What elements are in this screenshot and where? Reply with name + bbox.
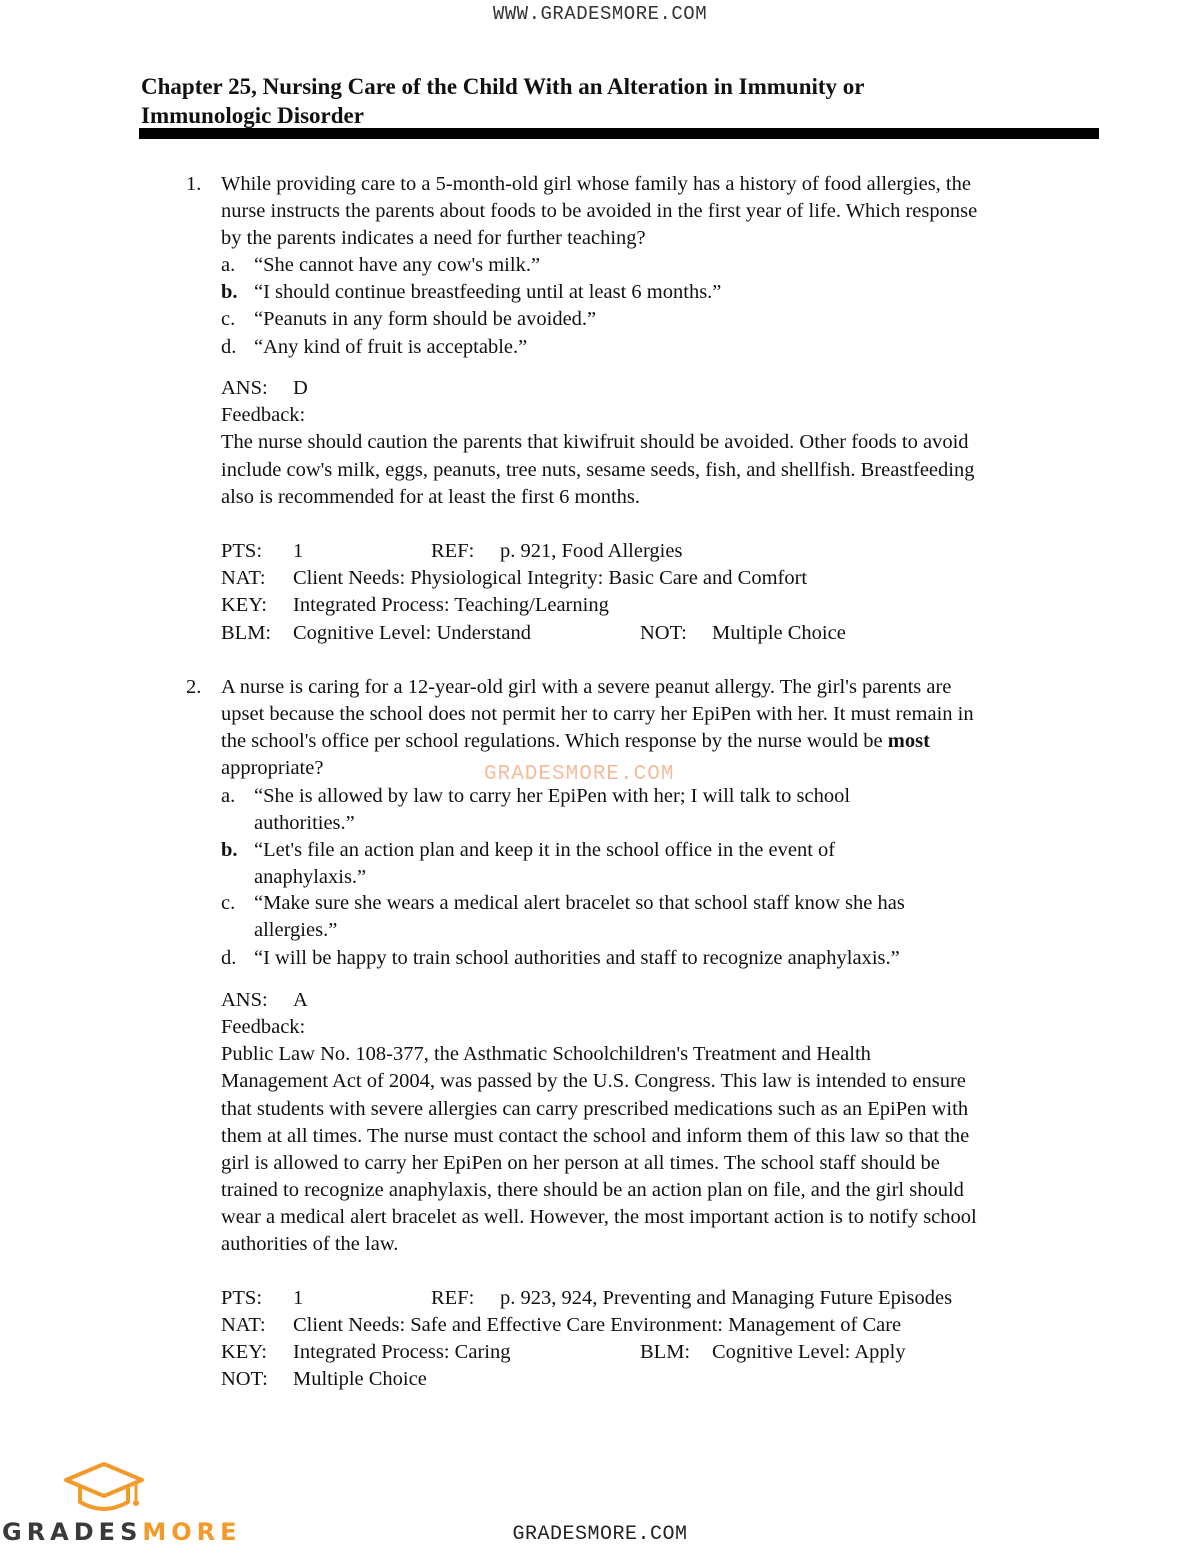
q2-feedback-label: Feedback:: [221, 1016, 306, 1038]
q1-feedback-line-3: also is recommended for at least the first 6 months.: [221, 486, 641, 508]
q1-option-c-text: “Peanuts in any form should be avoided.”: [254, 308, 597, 330]
q1-stem-line-2: nurse instructs the parents about foods to be avoided in the first year of life. Which response: [221, 200, 978, 222]
q2-option-d-letter: d.: [221, 947, 237, 969]
q1-option-c-letter: c.: [221, 308, 236, 330]
q2-stem-line-4: appropriate?: [221, 757, 324, 779]
q2-ref-label: REF:: [431, 1287, 475, 1309]
q1-feedback-line-2: include cow's milk, eggs, peanuts, tree nuts, sesame seeds, fish, and shellfish. Breastfeeding: [221, 459, 975, 481]
graduation-cap-icon: [64, 1460, 144, 1520]
q1-stem-line-1: While providing care to a 5-month-old girl whose family has a history of food allergies, the: [221, 173, 971, 195]
q1-ref-label: REF:: [431, 540, 475, 562]
q1-answer-value: D: [293, 377, 308, 399]
q2-option-b-text-1: “Let's file an action plan and keep it in the school office in the event of: [254, 839, 836, 861]
q2-option-b-text-2: anaphylaxis.”: [254, 866, 367, 888]
watermark: GRADESMORE.COM: [484, 763, 675, 786]
q1-feedback-label: Feedback:: [221, 404, 306, 426]
q2-option-b-letter: b.: [221, 839, 238, 861]
q2-option-c-text-2: allergies.”: [254, 919, 338, 941]
q2-feedback-line-4: them at all times. The nurse must contact the school and inform them of this law so that the: [221, 1125, 970, 1147]
q1-pts-value: 1: [293, 540, 304, 562]
q2-option-c-letter: c.: [221, 892, 236, 914]
q2-ref-value: p. 923, 924, Preventing and Managing Future Episodes: [500, 1287, 953, 1309]
q2-feedback-line-8: authorities of the law.: [221, 1233, 399, 1255]
q2-nat-label: NAT:: [221, 1314, 266, 1336]
q1-option-a-letter: a.: [221, 254, 236, 276]
q2-key-value: Integrated Process: Caring: [293, 1341, 511, 1363]
q1-key-value: Integrated Process: Teaching/Learning: [293, 594, 609, 616]
q2-number: 2.: [186, 676, 202, 698]
q2-stem-line-1: A nurse is caring for a 12-year-old girl with a severe peanut allergy. The girl's parents are: [221, 676, 952, 698]
q1-option-a-text: “She cannot have any cow's milk.”: [254, 254, 541, 276]
q1-option-b-letter: b.: [221, 281, 238, 303]
q2-option-d-text: “I will be happy to train school authorities and staff to recognize anaphylaxis.”: [254, 947, 900, 969]
q2-feedback-line-6: trained to recognize anaphylaxis, there should be an action plan on file, and the girl should: [221, 1179, 964, 1201]
q2-option-a-letter: a.: [221, 785, 236, 807]
q1-blm-value: Cognitive Level: Understand: [293, 622, 531, 644]
q2-pts-label: PTS:: [221, 1287, 263, 1309]
q2-answer-label: ANS:: [221, 989, 268, 1011]
chapter-title: [141, 72, 1101, 130]
q2-feedback-line-1: Public Law No. 108-377, the Asthmatic Schoolchildren's Treatment and Health: [221, 1043, 871, 1065]
chapter-title-line-1: Chapter 25, Nursing Care of the Child With an Alteration in Immunity or: [141, 74, 865, 99]
q1-option-d-letter: d.: [221, 336, 237, 358]
q2-pts-value: 1: [293, 1287, 304, 1309]
q1-answer-label: ANS:: [221, 377, 268, 399]
q2-stem-line-2: upset because the school does not permit her to carry her EpiPen with her. It must remain in: [221, 703, 974, 725]
q2-not-label: NOT:: [221, 1368, 268, 1390]
chapter-title-line-2: Immunologic Disorder: [141, 103, 364, 128]
q2-feedback-line-3: that students with severe allergies can carry prescribed medications such as an EpiPen with: [221, 1098, 969, 1120]
q1-key-label: KEY:: [221, 594, 267, 616]
header-site-url: WWW.GRADESMORE.COM: [492, 3, 708, 25]
q2-option-c-text-1: “Make sure she wears a medical alert bracelet so that school staff know she has: [254, 892, 905, 914]
q2-key-label: KEY:: [221, 1341, 267, 1363]
q1-pts-label: PTS:: [221, 540, 263, 562]
q2-not-value: Multiple Choice: [293, 1368, 427, 1390]
q2-feedback-line-2: Management Act of 2004, was passed by the U.S. Congress. This law is intended to ensure: [221, 1070, 966, 1092]
q1-not-value: Multiple Choice: [712, 622, 846, 644]
q1-option-b-text: “I should continue breastfeeding until at least 6 months.”: [254, 281, 722, 303]
q2-blm-label: BLM:: [640, 1341, 691, 1363]
q2-feedback-line-5: girl is allowed to carry her EpiPen on her person at all times. The school staff should be: [221, 1152, 940, 1174]
q1-nat-value: Client Needs: Physiological Integrity: Basic Care and Comfort: [293, 567, 808, 589]
q1-number: 1.: [186, 173, 202, 195]
q2-blm-value: Cognitive Level: Apply: [712, 1341, 906, 1363]
q2-feedback-line-7: wear a medical alert bracelet as well. However, the most important action is to notify school: [221, 1206, 977, 1228]
q2-nat-value: Client Needs: Safe and Effective Care Environment: Management of Care: [293, 1314, 902, 1336]
q1-not-label: NOT:: [640, 622, 687, 644]
q1-nat-label: NAT:: [221, 567, 266, 589]
q1-option-d-text: “Any kind of fruit is acceptable.”: [254, 336, 528, 358]
q2-option-a-text-1: “She is allowed by law to carry her EpiPen with her; I will talk to school: [254, 785, 851, 807]
q2-option-a-text-2: authorities.”: [254, 812, 355, 834]
q1-ref-value: p. 921, Food Allergies: [500, 540, 683, 562]
logo-text-grades: GRADES: [2, 1518, 143, 1546]
q2-stem-line-3: [221, 728, 930, 755]
q1-feedback-line-1: The nurse should caution the parents that kiwifruit should be avoided. Other foods to avoid: [221, 431, 969, 453]
title-rule: [139, 128, 1099, 139]
q2-stem-line-3-text: the school's office per school regulations. Which response by the nurse would be: [221, 730, 888, 752]
footer-site-url: GRADESMORE.COM: [512, 1523, 688, 1546]
q1-stem-line-3: by the parents indicates a need for further teaching?: [221, 227, 646, 249]
q1-blm-label: BLM:: [221, 622, 272, 644]
logo-text-more: MORE: [142, 1518, 242, 1546]
q2-answer-value: A: [293, 989, 308, 1011]
q2-stem-emphasis: most: [887, 730, 930, 752]
